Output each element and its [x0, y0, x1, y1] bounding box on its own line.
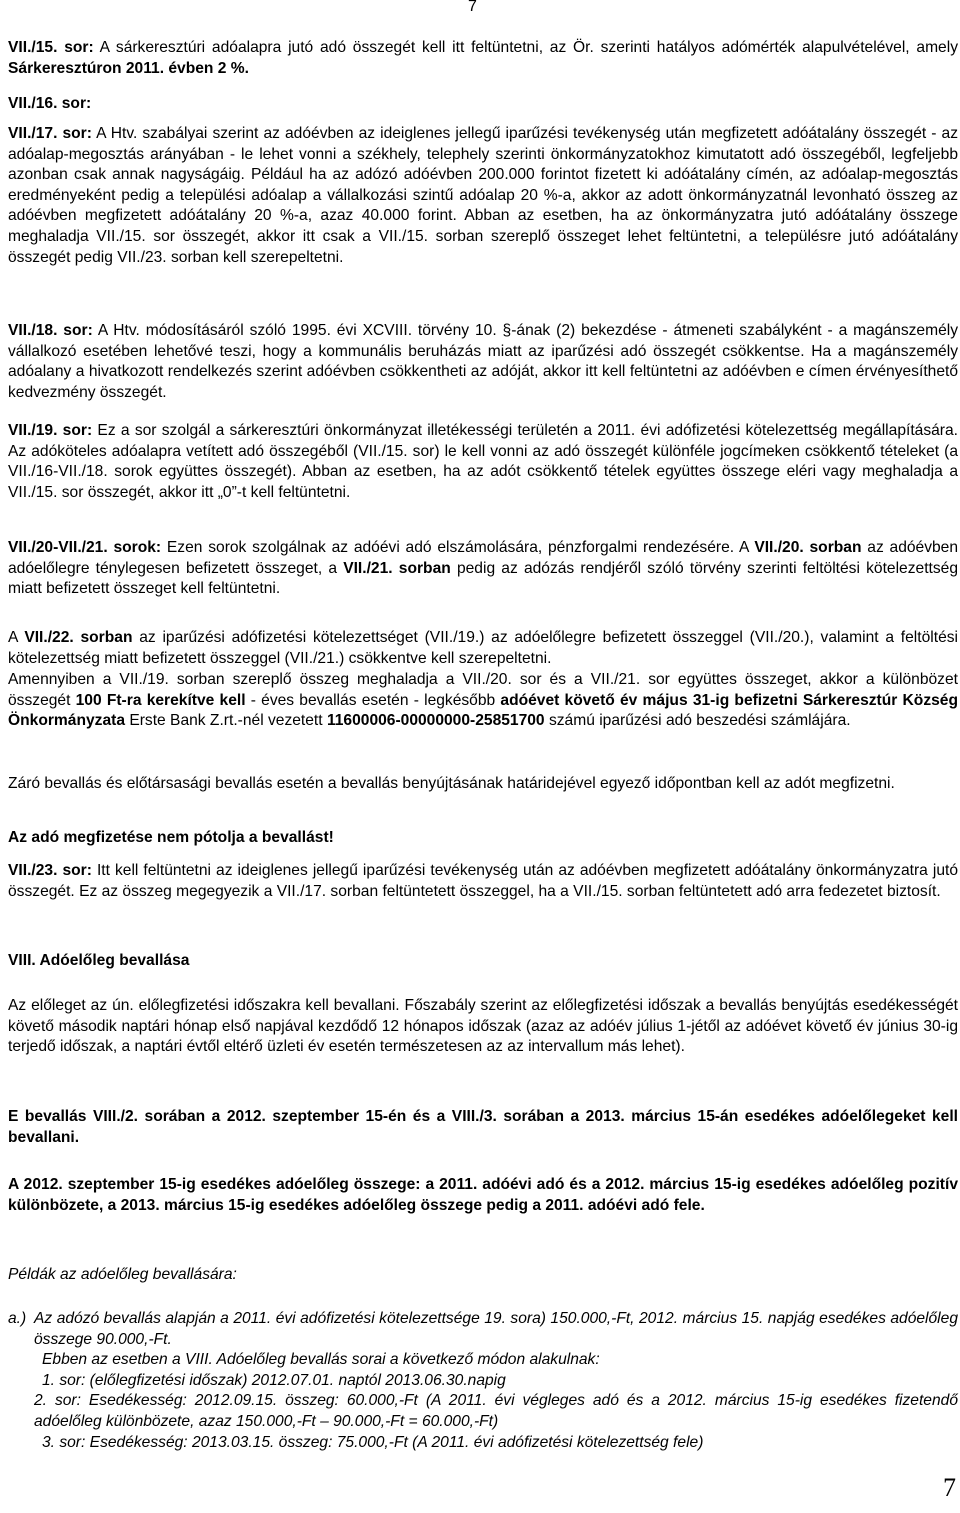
paragraph-text: az adóévben adóelőlegre ténylegesen befizetett összeget, a — [8, 539, 959, 577]
example-intro: Ebben az esetben a VIII. Adóelőleg bevallás sorai a következő módon alakulnak: — [42, 1351, 600, 1369]
paragraph-text: Például ha az adózó adóévben 200.000 forintot fizetett ki adóátalány címén, az adóalap-megosztás eredményeként pedig a települési adóalap a vállalkozási szintű adóalap 20 %-a, akkor az adott önkormányzatnál levonható összeg az adóévben megfizetett adóátalány 20 %-a, azaz 40.000 forint. — [8, 166, 959, 225]
rounding-note: 100 Ft-ra kerekítve kell — [75, 691, 246, 709]
paragraph-vii-20-21 — [8, 538, 958, 600]
example-body: Az adózó bevallás alapján a 2011. évi adófizetési kötelezettsége 19. sora) 150.000,-Ft, 2012. március 15. napjág esedékes adóelőleg összege 90.000,-Ft. — [34, 1310, 958, 1348]
paragraph-text: Ez a sor szolgál a sárkeresztúri önkormányzat illetékességi területén a 2011. évi adófizetési kötelezettség megállapítására. — [92, 422, 958, 439]
paragraph-text: A — [8, 629, 25, 646]
row-label: VII./19. sor: — [8, 422, 93, 439]
paragraph-text: Az adóköteles adóalapra vetített adó összegéből (VII./15. sor) le kell vonni az adó összegét különféle jogcímeken csökkentő tételeket (a VII./16-VII./18. sorok együttes összegét). — [8, 442, 958, 481]
paragraph-text: pedig az adózás rendjéről szóló törvény szerinti feltöltési kötelezettség miatt befizetett összeget kell feltüntetni. — [8, 559, 958, 598]
heading-text: VIII. Adóelőleg bevallása — [8, 952, 190, 969]
paragraph-closing-return: Záró bevallás és előtársasági bevallás esetén a bevallás benyújtásának határidejével egyező időpontban kell az adót megfizetni. — [8, 775, 895, 792]
paragraph-text: Abban az esetben, ha az önkormányzatra jutó adóátalány összege meghaladja VII./15. sor összegét, akkor itt csak a VII./15. sorban szereplő összeget lehet feltüntetni, a településre jutó adóátalány összegét pedig VII./23. sorban kell szerepeltetni. — [8, 207, 958, 266]
paragraph-text: A Htv. szabályai szerint az adóévben az ideiglenes jellegű iparűzési tevékenység után megfizetett adóátalány összegét - az adóalap-megosztás arányában - le lehet vonni a székhely, telephely szerinti önkormányzatokhoz kimutatott adó összegéből, legfeljebb azonban csak annak nagyságáig. — [8, 125, 958, 184]
notice-payment — [8, 828, 958, 849]
paragraph-vii-22 — [8, 628, 958, 669]
paragraph-payment — [8, 670, 958, 732]
example-label: a.) — [8, 1310, 27, 1327]
paragraph-vii-15 — [8, 38, 958, 79]
paragraph-vii-23 — [8, 861, 958, 902]
paragraph-text: Ha a magánszemély adóalany a hivatkozott rendelkezés szerint adóévben csökkentheti az adóját, akkor itt kell feltüntetni az adóévben e címen érvényesíthető kedvezmény összegét. — [8, 342, 958, 401]
paragraph-text: Amennyiben a VII./19. sorban szereplő összeg meghaladja a VII./20. sor és a VII./21. sor együttes összeget, akkor a különbözet összegét — [8, 671, 958, 709]
row-reference: VII./21. sorban — [343, 559, 451, 577]
paragraph-vii-18 — [8, 321, 958, 403]
paragraph-vii-16 — [8, 94, 958, 115]
page-number-bottom: 7 — [943, 1473, 956, 1502]
row-reference: VII./22. sorban — [24, 629, 133, 646]
row-label: VII./23. sor: — [8, 862, 92, 879]
paragraph-due-dates: E bevallás VIII./2. sorában a 2012. szeptember 15-én és a VIII./3. sorában a 2013. március 15-án esedékes adóelőlegeket kell bevallani. — [8, 1108, 958, 1146]
row-label: VII./16. sor: — [8, 95, 92, 112]
row-label: VII./18. sor: — [8, 322, 93, 339]
paragraph-text: A sárkeresztúri adóalapra jutó adó összegét kell itt feltüntetni, az Ör. szerinti hatályos adómérték alapulvételével, amely — [93, 39, 958, 56]
example-line-2: 2. sor: Esedékesség: 2012.09.15. összeg: 60.000,-Ft (A 2011. évi végleges adó és a 2012. március 15-ig esedékes fizetendő adóelőleg különbözete, azaz 150.000,-Ft – 90.000,-Ft = 60.000,-Ft) — [34, 1392, 958, 1430]
notice-text: Az adó megfizetése nem pótolja a bevallást! — [8, 829, 334, 846]
row-label: VII./20-VII./21. sorok: — [8, 539, 162, 556]
row-reference: VII./20. sorban — [754, 539, 862, 556]
example-a — [8, 1309, 958, 1453]
examples-title: Példák az adóelőleg bevallására: — [8, 1266, 237, 1283]
page-number-top: 7 — [468, 0, 477, 15]
account-number: 11600006-00000000-25851700 — [326, 712, 545, 730]
paragraph-text: Erste Bank Z.rt.-nél vezetett — [125, 712, 327, 730]
paragraph-vii-17 — [8, 124, 958, 268]
deadline-text: adóévet követő év május 31-ig befizetni Sárkeresztúr Község Önkormányzata — [8, 691, 958, 730]
row-label: VII./17. sor: — [8, 125, 92, 142]
paragraph-vii-19 — [8, 421, 958, 503]
paragraph-text: számú iparűzési adó beszedési számlájára. — [544, 712, 851, 730]
paragraph-advance-period: Az előleget az ún. előlegfizetési időszakra kell bevallani. Főszabály szerint az előlegfizetési időszak a bevallás benyújtás esedékességét követő második naptári hónap első napjával kezdődő 12 hónapos időszak (azaz az adóév július 1-jétől az adóévet követő év június 30-ig terjedő időszak, a naptári évtől eltérő üzleti év esetén természetesen az az intervallum más lehet). — [8, 997, 958, 1056]
highlight-text: Sárkeresztúron 2011. évben 2 %. — [8, 59, 249, 77]
row-label: VII./15. sor: — [8, 39, 94, 56]
section-heading-viii — [8, 951, 958, 972]
paragraph-text: A Htv. módosításáról szóló 1995. évi XCVIII. törvény 10. §-ának (2) bekezdése - átmeneti szabályként - a magánszemély vállalkozó esetében lehetővé teszi, hogy a kommunális beruházás miatt az iparűzési adó összegét csökkentse. — [8, 322, 959, 360]
example-line-3: 3. sor: Esedékesség: 2013.03.15. összeg: 75.000,-Ft (A 2011. évi adófizetési kötelezettség fele) — [42, 1433, 704, 1451]
paragraph-text: - éves bevallás esetén - legkésőbb — [245, 691, 501, 709]
paragraph-text: Itt kell feltüntetni az ideiglenes jellegű iparűzési tevékenység után az adóévben megfizetett adóátalány önkormányzatra jutó összegét. Ez az összeg megegyezik a VII./17. sorban feltüntetett összeggel, ha a VII./15. sorban feltüntetett adó arra fedezetet biztosít. — [8, 862, 958, 900]
paragraph-text: Ezen sorok szolgálnak az adóévi adó elszámolására, pénzforgalmi rendezésére. A — [161, 539, 755, 556]
paragraph-advance-amount: A 2012. szeptember 15-ig esedékes adóelőleg összege: a 2011. adóévi adó és a 2012. március 15-ig esedékes adóelőleg pozitív különbözete, a 2013. március 15-ig esedékes adóelőleg összege pedig a 2011. adóévi adó fele. — [8, 1176, 958, 1214]
example-line-1: 1. sor: (előlegfizetési időszak) 2012.07.01. naptól 2013.06.30.napig — [42, 1371, 506, 1389]
paragraph-text: Abban az esetben, ha az adót csökkentő tételek együttes összege eléri vagy meghaladja a VII./15. sor összegét, akkor itt „0”-t kell feltüntetni. — [8, 463, 958, 501]
paragraph-text: az iparűzési adófizetési kötelezettséget (VII./19.) az adóelőlegre befizetett összeggel (VII./20.), valamint a feltöltési kötelezettség miatt befizetett összeggel (VII./21.) csökkentve kell szerepeltetni. — [8, 629, 959, 667]
